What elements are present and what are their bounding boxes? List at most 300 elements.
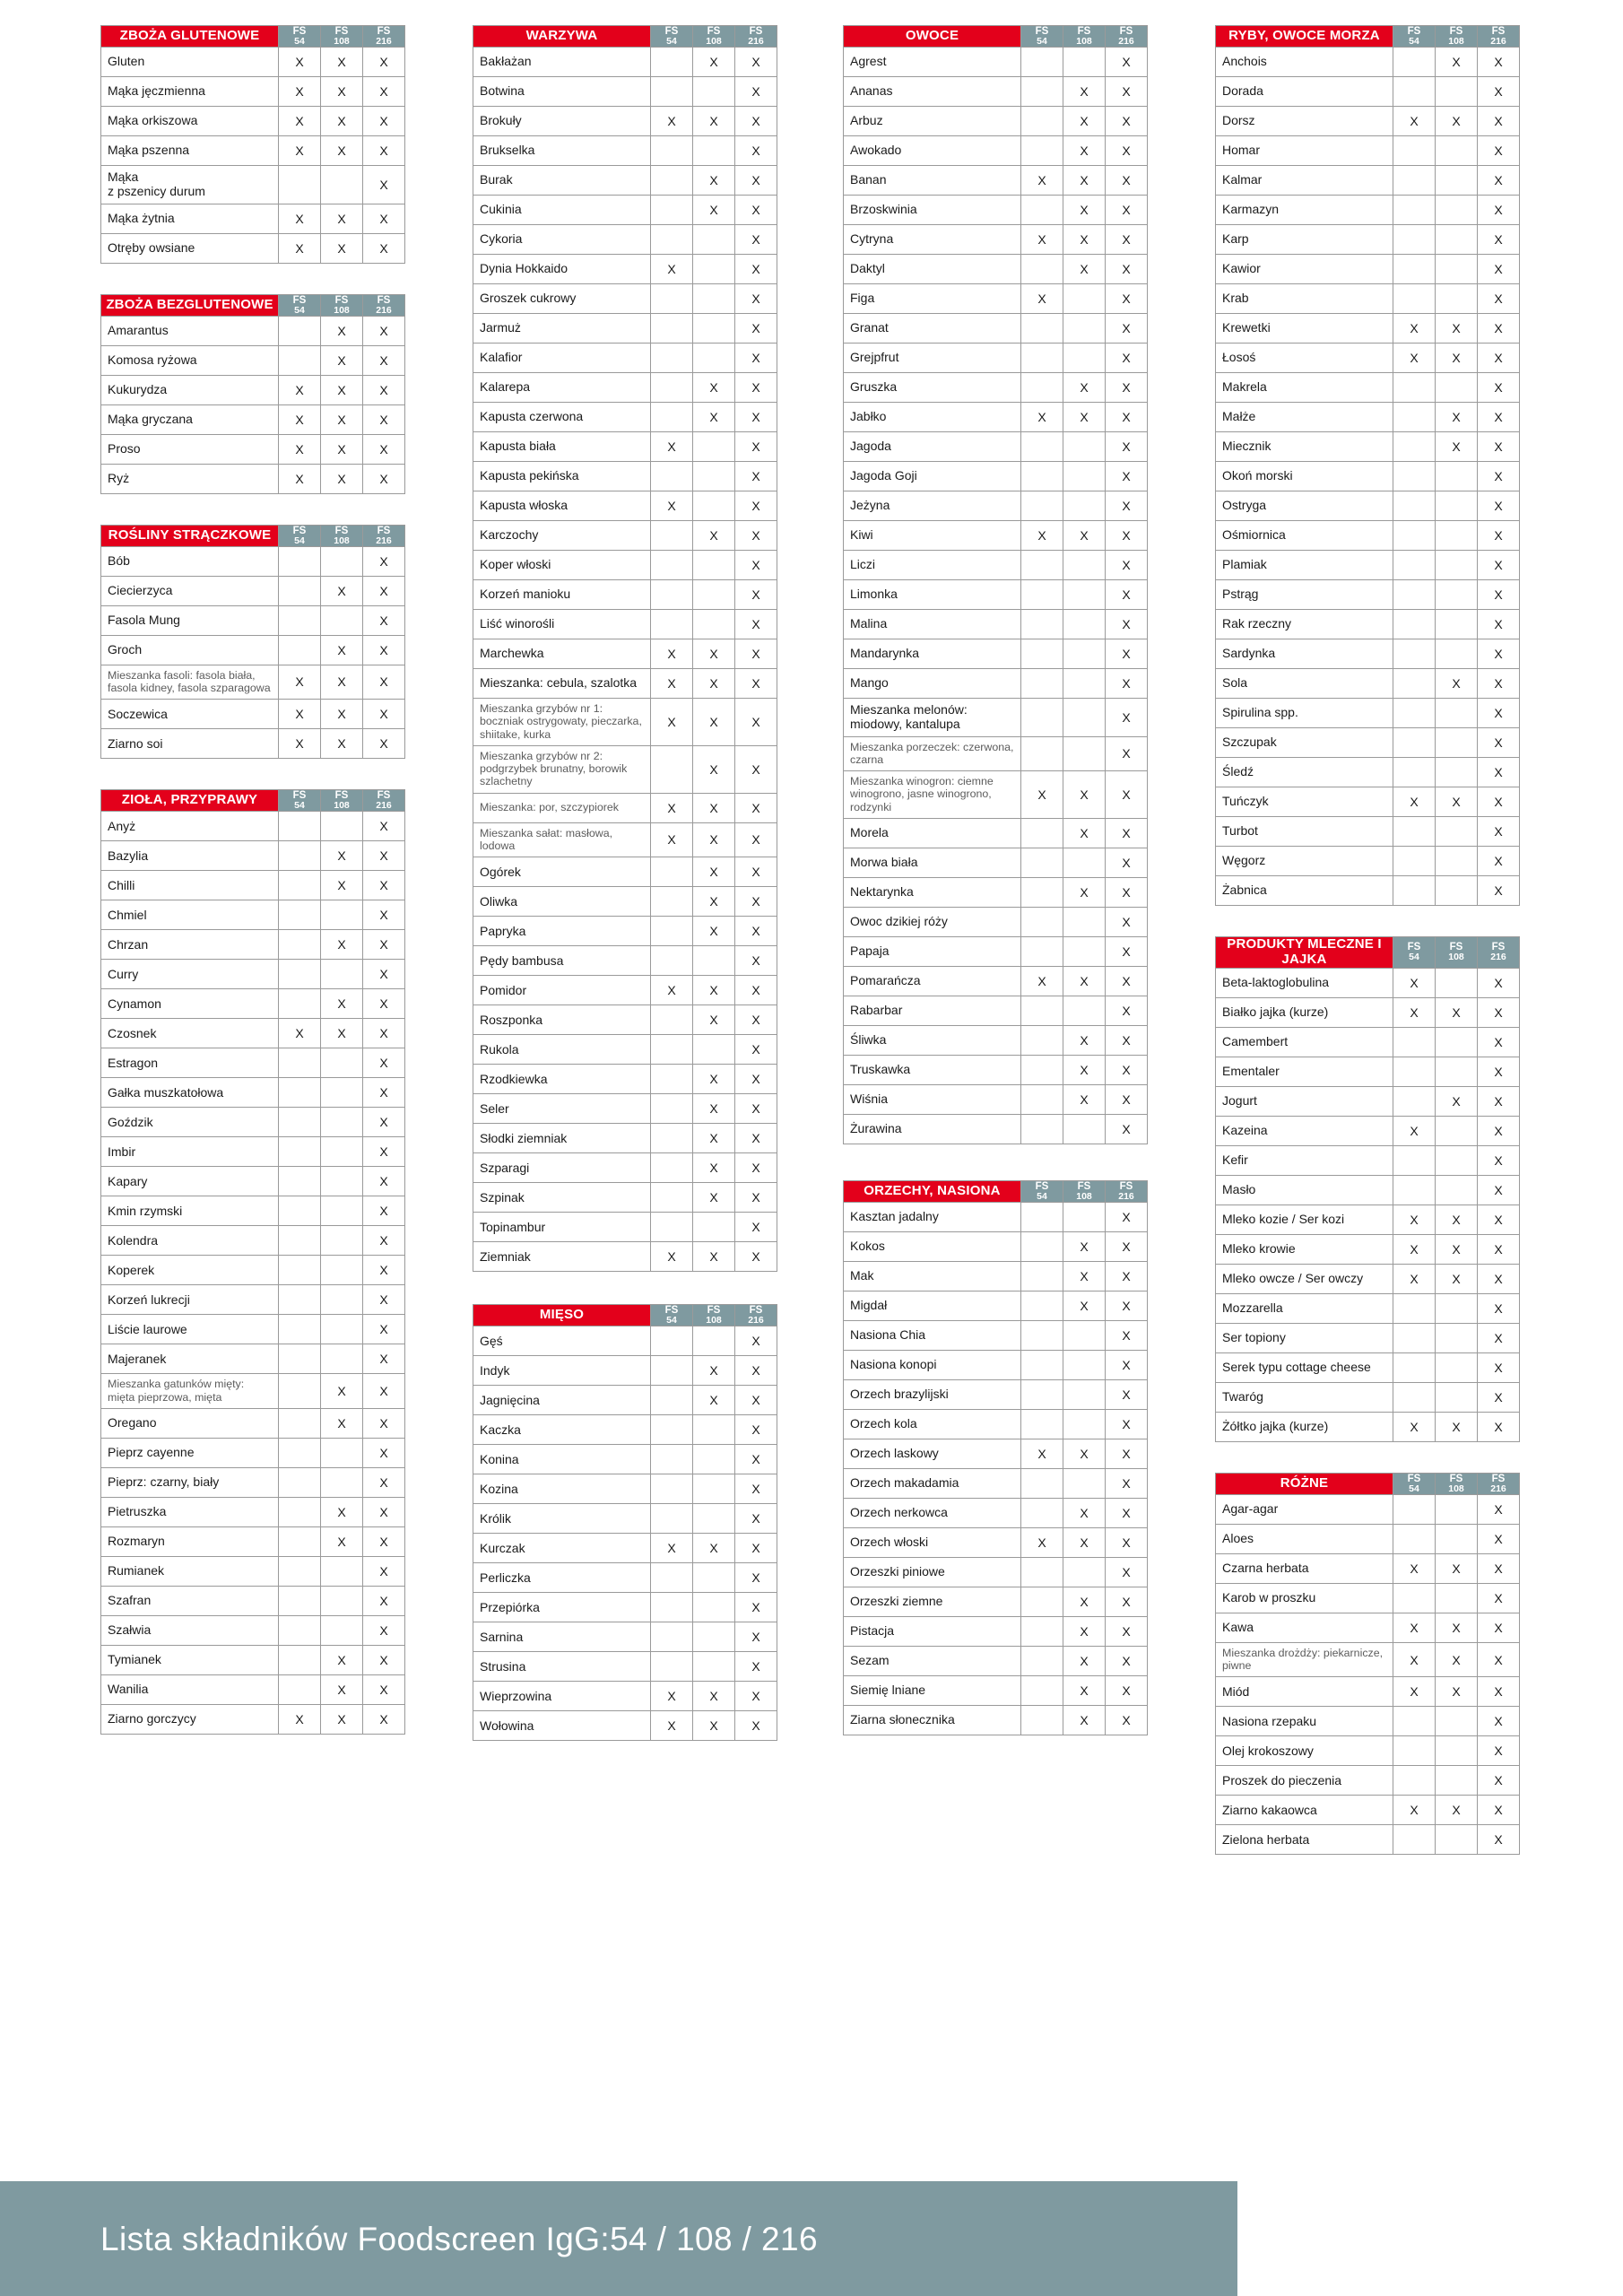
table-row (101, 989, 405, 1019)
inclusion-mark: X (651, 822, 693, 857)
table-row (101, 1674, 405, 1704)
ingredient-name: Masło (1216, 1175, 1393, 1205)
ingredient-name: Kawa (1216, 1613, 1393, 1642)
inclusion-mark: X (363, 1285, 405, 1315)
ingredient-name: Królik (473, 1504, 651, 1534)
table-row (844, 255, 1148, 284)
inclusion-mark: X (1063, 966, 1106, 996)
inclusion-mark (1393, 1707, 1436, 1736)
inclusion-mark (1393, 817, 1436, 847)
category-title: ORZECHY, NASIONA (844, 1180, 1021, 1202)
inclusion-mark: X (1393, 1613, 1436, 1642)
inclusion-mark (1436, 1175, 1478, 1205)
table-row (101, 136, 405, 166)
ingredient-name: Pomidor (473, 976, 651, 1005)
ingredient-name: Przepiórka (473, 1593, 651, 1622)
inclusion-mark (279, 930, 321, 960)
ingredient-name: Makrela (1216, 373, 1393, 403)
column-header-fs: FS 54 (1393, 1473, 1436, 1494)
inclusion-mark: X (1478, 1145, 1520, 1175)
inclusion-mark (1393, 1323, 1436, 1352)
column-header-fs: FS 108 (321, 525, 363, 546)
table-row (1216, 610, 1520, 639)
inclusion-mark: X (321, 1645, 363, 1674)
inclusion-mark: X (279, 233, 321, 263)
inclusion-mark (651, 857, 693, 887)
table-row (101, 1137, 405, 1167)
inclusion-mark: X (1436, 314, 1478, 344)
inclusion-mark: X (321, 1497, 363, 1526)
inclusion-mark (1436, 1382, 1478, 1412)
inclusion-mark: X (735, 48, 777, 77)
inclusion-mark: X (693, 1534, 735, 1563)
inclusion-mark (1436, 968, 1478, 997)
inclusion-mark: X (1478, 284, 1520, 314)
inclusion-mark (279, 1078, 321, 1108)
ingredient-name: Mleko krowie (1216, 1234, 1393, 1264)
table-row (844, 284, 1148, 314)
table-row (101, 1167, 405, 1196)
table-row (844, 166, 1148, 196)
category-table (1215, 1473, 1520, 1856)
inclusion-mark (1021, 1114, 1063, 1144)
table-row (101, 204, 405, 233)
table-row (844, 639, 1148, 669)
inclusion-mark: X (1393, 997, 1436, 1027)
inclusion-mark: X (1478, 1234, 1520, 1264)
inclusion-mark: X (1436, 669, 1478, 699)
ingredient-name: Mieszanka grzybów nr 2: podgrzybek brunatny, borowik szlachetny (473, 745, 651, 793)
inclusion-mark: X (1478, 1796, 1520, 1825)
ingredient-name: Papaja (844, 936, 1021, 966)
inclusion-mark (1021, 1557, 1063, 1587)
inclusion-mark (651, 610, 693, 639)
column-3 (843, 0, 1148, 1735)
inclusion-mark: X (321, 841, 363, 871)
inclusion-mark: X (321, 1526, 363, 1556)
column-header-fs: FS 216 (1478, 1473, 1520, 1494)
inclusion-mark: X (1393, 1116, 1436, 1145)
inclusion-mark (279, 605, 321, 635)
inclusion-mark (1436, 373, 1478, 403)
inclusion-mark: X (735, 284, 777, 314)
ingredient-name: Banan (844, 166, 1021, 196)
ingredient-name: Mąka z pszenicy durum (101, 166, 279, 204)
column-header-fs: FS 216 (735, 1305, 777, 1326)
ingredient-name: Wieprzowina (473, 1682, 651, 1711)
inclusion-mark (1021, 877, 1063, 907)
inclusion-mark (693, 284, 735, 314)
inclusion-mark: X (1106, 1379, 1148, 1409)
ingredient-name: Agar-agar (1216, 1494, 1393, 1524)
inclusion-mark: X (1436, 1086, 1478, 1116)
inclusion-mark: X (693, 1356, 735, 1386)
ingredient-name: Sezam (844, 1646, 1021, 1675)
ingredient-name: Twaróg (1216, 1382, 1393, 1412)
ingredient-name: Nasiona Chia (844, 1320, 1021, 1350)
ingredient-name: Mąka jęczmienna (101, 77, 279, 107)
inclusion-mark (1021, 1646, 1063, 1675)
inclusion-mark (1063, 551, 1106, 580)
inclusion-mark (693, 225, 735, 255)
ingredient-name: Ośmiornica (1216, 521, 1393, 551)
inclusion-mark (279, 546, 321, 576)
ingredient-name: Jagoda (844, 432, 1021, 462)
inclusion-mark: X (1478, 166, 1520, 196)
inclusion-mark (321, 546, 363, 576)
ingredient-name: Chmiel (101, 900, 279, 930)
ingredient-name: Mieszanka winogron: ciemne winogrono, jasne winogrono, rodzynki (844, 771, 1021, 819)
inclusion-mark: X (1478, 847, 1520, 876)
ingredient-name: Orzech włoski (844, 1527, 1021, 1557)
ingredient-name: Orzeszki ziemne (844, 1587, 1021, 1616)
inclusion-mark (1021, 580, 1063, 610)
column-header-fs: FS 54 (279, 525, 321, 546)
inclusion-mark (1021, 669, 1063, 699)
table-row (473, 1504, 777, 1534)
table-row (101, 434, 405, 464)
table-row (844, 610, 1148, 639)
inclusion-mark: X (1106, 1202, 1148, 1231)
inclusion-mark (651, 344, 693, 373)
inclusion-mark: X (735, 403, 777, 432)
inclusion-mark (279, 1374, 321, 1409)
column-header-fs: FS 216 (363, 525, 405, 546)
ingredient-name: Jagnięcina (473, 1386, 651, 1415)
inclusion-mark: X (279, 48, 321, 77)
category-table (100, 525, 405, 760)
inclusion-mark: X (1106, 1705, 1148, 1735)
inclusion-mark: X (363, 434, 405, 464)
ingredient-name: Mleko kozie / Ser kozi (1216, 1205, 1393, 1234)
inclusion-mark (1021, 996, 1063, 1025)
inclusion-mark: X (363, 1645, 405, 1674)
ingredient-name: Indyk (473, 1356, 651, 1386)
ingredient-name: Kawior (1216, 255, 1393, 284)
ingredient-name: Rumianek (101, 1556, 279, 1586)
inclusion-mark: X (693, 699, 735, 746)
inclusion-mark: X (1021, 1527, 1063, 1557)
table-row (1216, 1145, 1520, 1175)
table-row (473, 580, 777, 610)
inclusion-mark: X (651, 1242, 693, 1272)
table-row (1216, 521, 1520, 551)
inclusion-mark (1436, 1057, 1478, 1086)
inclusion-mark: X (735, 1242, 777, 1272)
inclusion-mark (693, 491, 735, 521)
table-row (844, 521, 1148, 551)
ingredient-name: Orzeszki piniowe (844, 1557, 1021, 1587)
inclusion-mark: X (1106, 1498, 1148, 1527)
table-row (101, 404, 405, 434)
inclusion-mark (1436, 610, 1478, 639)
inclusion-mark: X (363, 136, 405, 166)
table-row (473, 373, 777, 403)
inclusion-mark (1063, 432, 1106, 462)
ingredient-name: Pieprz cayenne (101, 1438, 279, 1467)
inclusion-mark: X (651, 107, 693, 136)
inclusion-mark (1436, 1293, 1478, 1323)
table-row (473, 77, 777, 107)
table-row (473, 610, 777, 639)
table-row (473, 1386, 777, 1415)
inclusion-mark: X (1106, 1439, 1148, 1468)
ingredient-name: Łosoś (1216, 344, 1393, 373)
ingredient-name: Curry (101, 960, 279, 989)
inclusion-mark (1436, 1145, 1478, 1175)
inclusion-mark: X (1478, 1086, 1520, 1116)
inclusion-mark: X (363, 871, 405, 900)
inclusion-mark (693, 432, 735, 462)
column-header-fs: FS 54 (651, 26, 693, 48)
inclusion-mark: X (363, 930, 405, 960)
inclusion-mark: X (1063, 818, 1106, 848)
table-row (101, 900, 405, 930)
ingredient-name: Dorada (1216, 77, 1393, 107)
ingredient-name: Estragon (101, 1048, 279, 1078)
table-row (844, 1350, 1148, 1379)
inclusion-mark: X (693, 1065, 735, 1094)
inclusion-mark: X (1393, 1412, 1436, 1441)
inclusion-mark: X (1021, 225, 1063, 255)
inclusion-mark (1021, 699, 1063, 736)
inclusion-mark (651, 1415, 693, 1445)
ingredient-name: Ser topiony (1216, 1323, 1393, 1352)
inclusion-mark: X (1478, 1553, 1520, 1583)
ingredient-name: Śliwka (844, 1025, 1021, 1055)
inclusion-mark: X (1021, 1439, 1063, 1468)
inclusion-mark (693, 1652, 735, 1682)
ingredient-name: Ciecierzyca (101, 576, 279, 605)
inclusion-mark: X (363, 1078, 405, 1108)
ingredient-name: Imbir (101, 1137, 279, 1167)
inclusion-mark (1436, 196, 1478, 225)
inclusion-mark (651, 225, 693, 255)
inclusion-mark (279, 960, 321, 989)
inclusion-mark (1436, 1736, 1478, 1766)
inclusion-mark: X (1106, 432, 1148, 462)
inclusion-mark: X (1393, 1642, 1436, 1677)
inclusion-mark: X (1478, 669, 1520, 699)
table-row (1216, 225, 1520, 255)
inclusion-mark: X (279, 434, 321, 464)
inclusion-mark: X (1106, 1084, 1148, 1114)
inclusion-mark (1393, 876, 1436, 906)
inclusion-mark: X (693, 745, 735, 793)
table-row (473, 521, 777, 551)
inclusion-mark (279, 345, 321, 375)
inclusion-mark (693, 1504, 735, 1534)
inclusion-mark (651, 1213, 693, 1242)
table-row (844, 1409, 1148, 1439)
table-row (101, 1526, 405, 1556)
ingredient-name: Karob w proszku (1216, 1583, 1393, 1613)
ingredient-name: Nektarynka (844, 877, 1021, 907)
inclusion-mark: X (363, 1497, 405, 1526)
inclusion-mark (1393, 847, 1436, 876)
ingredient-name: Beta-laktoglobulina (1216, 968, 1393, 997)
inclusion-mark: X (1063, 373, 1106, 403)
inclusion-mark: X (321, 464, 363, 493)
inclusion-mark (1393, 1086, 1436, 1116)
ingredient-name: Miecznik (1216, 432, 1393, 462)
table-row (473, 225, 777, 255)
inclusion-mark: X (735, 107, 777, 136)
inclusion-mark (321, 1467, 363, 1497)
inclusion-mark: X (279, 136, 321, 166)
inclusion-mark (1436, 1352, 1478, 1382)
inclusion-mark: X (1063, 1025, 1106, 1055)
inclusion-mark: X (1478, 1264, 1520, 1293)
ingredient-name: Orzech nerkowca (844, 1498, 1021, 1527)
inclusion-mark: X (363, 635, 405, 665)
ingredient-name: Mango (844, 669, 1021, 699)
ingredient-name: Jarmuż (473, 314, 651, 344)
inclusion-mark: X (363, 48, 405, 77)
inclusion-mark (321, 1256, 363, 1285)
inclusion-mark (1436, 639, 1478, 669)
inclusion-mark: X (1436, 997, 1478, 1027)
inclusion-mark: X (693, 976, 735, 1005)
table-row (844, 1025, 1148, 1055)
column-header-fs: FS 216 (363, 26, 405, 48)
inclusion-mark: X (735, 669, 777, 699)
inclusion-mark (651, 917, 693, 946)
inclusion-mark: X (1436, 1234, 1478, 1264)
inclusion-mark: X (1106, 166, 1148, 196)
inclusion-mark: X (1063, 255, 1106, 284)
inclusion-mark: X (693, 196, 735, 225)
inclusion-mark (1393, 77, 1436, 107)
ingredient-name: Siemię lniane (844, 1675, 1021, 1705)
ingredient-name: Mieszanka sałat: masłowa, lodowa (473, 822, 651, 857)
table-row (473, 136, 777, 166)
inclusion-mark: X (1478, 728, 1520, 758)
inclusion-mark: X (1106, 373, 1148, 403)
inclusion-mark (651, 1445, 693, 1474)
inclusion-mark: X (651, 699, 693, 746)
ingredient-name: Anchois (1216, 48, 1393, 77)
inclusion-mark: X (735, 1183, 777, 1213)
inclusion-mark: X (1106, 936, 1148, 966)
inclusion-mark: X (363, 1408, 405, 1438)
ingredient-name: Gęś (473, 1326, 651, 1356)
inclusion-mark: X (1478, 1642, 1520, 1677)
table-row (844, 996, 1148, 1025)
inclusion-mark: X (1478, 1205, 1520, 1234)
table-row (101, 1256, 405, 1285)
inclusion-mark (1393, 1736, 1436, 1766)
table-row (1216, 580, 1520, 610)
table-row (1216, 787, 1520, 817)
ingredient-name: Ananas (844, 77, 1021, 107)
ingredient-name: Grejpfrut (844, 344, 1021, 373)
inclusion-mark: X (1478, 1412, 1520, 1441)
inclusion-mark (1393, 1524, 1436, 1553)
inclusion-mark (1063, 1557, 1106, 1587)
ingredient-name: Szpinak (473, 1183, 651, 1213)
table-row (844, 491, 1148, 521)
ingredient-name: Małże (1216, 403, 1393, 432)
footer-title: Lista składników Foodscreen IgG:54 / 108 / 216 (100, 2221, 818, 2257)
column-header-fs: FS 216 (363, 294, 405, 316)
inclusion-mark (279, 1467, 321, 1497)
ingredient-name: Ementaler (1216, 1057, 1393, 1086)
ingredient-name: Kapary (101, 1167, 279, 1196)
inclusion-mark: X (1106, 462, 1148, 491)
inclusion-mark: X (735, 1593, 777, 1622)
category-table (100, 25, 405, 264)
table-row (1216, 1382, 1520, 1412)
inclusion-mark: X (735, 1504, 777, 1534)
ingredient-name: Czosnek (101, 1019, 279, 1048)
ingredient-name: Camembert (1216, 1027, 1393, 1057)
inclusion-mark: X (1063, 166, 1106, 196)
table-row (101, 1285, 405, 1315)
inclusion-mark: X (1393, 314, 1436, 344)
inclusion-mark (651, 196, 693, 225)
inclusion-mark: X (735, 255, 777, 284)
ingredient-name: Kmin rzymski (101, 1196, 279, 1226)
ingredient-name: Orzech kola (844, 1409, 1021, 1439)
inclusion-mark: X (1478, 196, 1520, 225)
inclusion-mark: X (1478, 136, 1520, 166)
ingredient-name: Liść winorośli (473, 610, 651, 639)
inclusion-mark: X (735, 1622, 777, 1652)
inclusion-mark (321, 1196, 363, 1226)
inclusion-mark: X (1106, 284, 1148, 314)
ingredient-name: Liczi (844, 551, 1021, 580)
category-title: ZIOŁA, PRZYPRAWY (101, 790, 279, 812)
inclusion-mark (651, 1356, 693, 1386)
inclusion-mark: X (1106, 1055, 1148, 1084)
inclusion-mark: X (1393, 344, 1436, 373)
category-title: PRODUKTY MLECZNE I JAJKA (1216, 937, 1393, 969)
inclusion-mark (651, 314, 693, 344)
inclusion-mark (1021, 255, 1063, 284)
inclusion-mark (1063, 1320, 1106, 1350)
inclusion-mark (1393, 225, 1436, 255)
inclusion-mark: X (1106, 551, 1148, 580)
inclusion-mark: X (321, 1704, 363, 1734)
inclusion-mark: X (279, 665, 321, 700)
ingredient-name: Cytryna (844, 225, 1021, 255)
inclusion-mark: X (651, 491, 693, 521)
inclusion-mark: X (1063, 1675, 1106, 1705)
inclusion-mark: X (1106, 196, 1148, 225)
inclusion-mark (1021, 907, 1063, 936)
inclusion-mark: X (1478, 1494, 1520, 1524)
table-row (101, 1019, 405, 1048)
table-row (1216, 314, 1520, 344)
inclusion-mark: X (321, 729, 363, 759)
inclusion-mark: X (1393, 1796, 1436, 1825)
inclusion-mark (1436, 1707, 1478, 1736)
ingredient-name: Mieszanka grzybów nr 1: boczniak ostrygowaty, pieczarka, shiitake, kurka (473, 699, 651, 746)
inclusion-mark: X (1106, 107, 1148, 136)
table-row (844, 736, 1148, 771)
inclusion-mark: X (735, 1711, 777, 1741)
table-row (1216, 373, 1520, 403)
column-header-fs: FS 216 (1106, 1180, 1148, 1202)
ingredient-name: Kaczka (473, 1415, 651, 1445)
inclusion-mark: X (1106, 48, 1148, 77)
ingredient-name: Roszponka (473, 1005, 651, 1035)
inclusion-mark: X (1478, 1736, 1520, 1766)
table-row (1216, 1494, 1520, 1524)
inclusion-mark (1436, 1766, 1478, 1796)
inclusion-mark: X (735, 946, 777, 976)
